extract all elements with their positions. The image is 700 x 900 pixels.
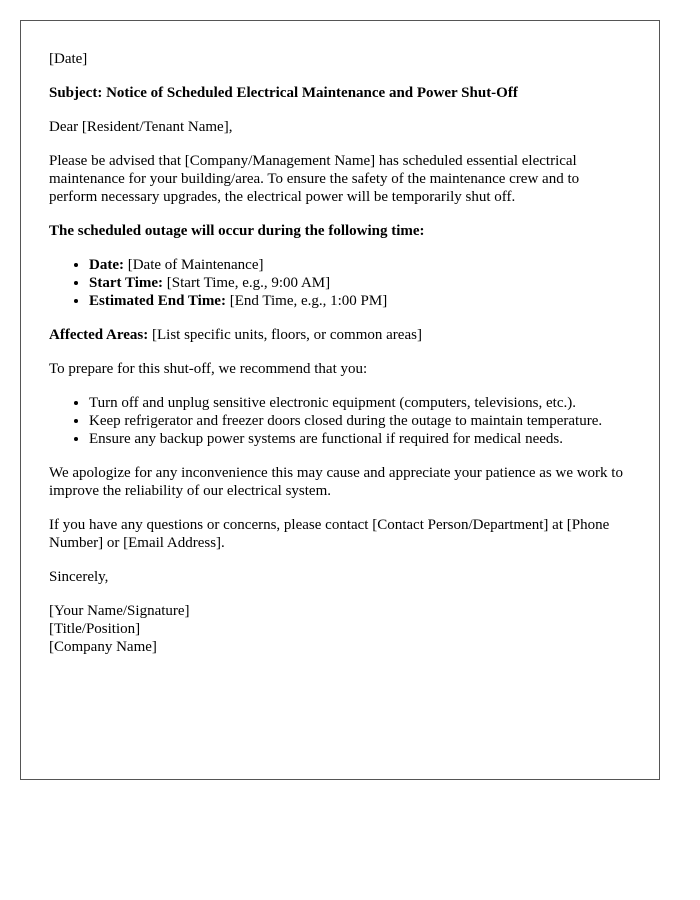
schedule-value: [Date of Maintenance]: [123, 257, 264, 273]
signature-company: [Company Name]: [49, 639, 157, 655]
affected-areas-value: [List specific units, floors, or common areas]: [148, 327, 422, 343]
signature-name: [Your Name/Signature]: [49, 603, 190, 619]
schedule-value: [End Time, e.g., 1:00 PM]: [225, 293, 388, 309]
signature-block: [49, 602, 631, 656]
recommendations-list: [49, 394, 631, 448]
schedule-item-date: [89, 256, 631, 274]
affected-areas-label: Affected Areas:: [49, 327, 149, 343]
recommendation-item: • Ensure any backup power systems are functional if required for medical needs.: [89, 430, 631, 448]
letter-date: [Date]: [49, 51, 88, 67]
schedule-item-start-time: [89, 274, 631, 292]
recommendation-item: • Keep refrigerator and freezer doors closed during the outage to maintain temperature.: [89, 412, 631, 430]
schedule-list: [49, 256, 631, 310]
closing: Sincerely,: [49, 569, 109, 585]
schedule-label: Start Time:: [89, 275, 164, 291]
letter-greeting: Dear [Resident/Tenant Name],: [49, 119, 233, 135]
apology-paragraph: We apologize for any inconvenience this may cause and appreciate your patience as we work to improve the reliability of our electrical system.: [49, 465, 623, 499]
letter-subject: Subject: Notice of Scheduled Electrical Maintenance and Power Shut-Off: [49, 85, 518, 101]
schedule-item-end-time: [89, 292, 631, 310]
letter: [20, 20, 660, 780]
schedule-label: Date:: [89, 257, 124, 273]
schedule-heading: The scheduled outage will occur during the following time:: [49, 223, 425, 239]
recommendation-item: • Turn off and unplug sensitive electronic equipment (computers, televisions, etc.).: [89, 394, 631, 412]
schedule-value: [Start Time, e.g., 9:00 AM]: [163, 275, 331, 291]
prepare-intro: To prepare for this shut-off, we recommend that you:: [49, 361, 368, 377]
affected-areas: [49, 326, 631, 344]
letter-intro: Please be advised that [Company/Management Name] has scheduled essential electrical maintenance for your building/area. To ensure the safety of the maintenance crew and to perform necessary upgrades, the electrical power will be temporarily shut off.: [49, 153, 580, 205]
schedule-label: Estimated End Time:: [89, 293, 226, 309]
signature-title: [Title/Position]: [49, 621, 141, 637]
contact-paragraph: If you have any questions or concerns, please contact [Contact Person/Department] at [Phone Number] or [Email Address].: [49, 517, 610, 551]
